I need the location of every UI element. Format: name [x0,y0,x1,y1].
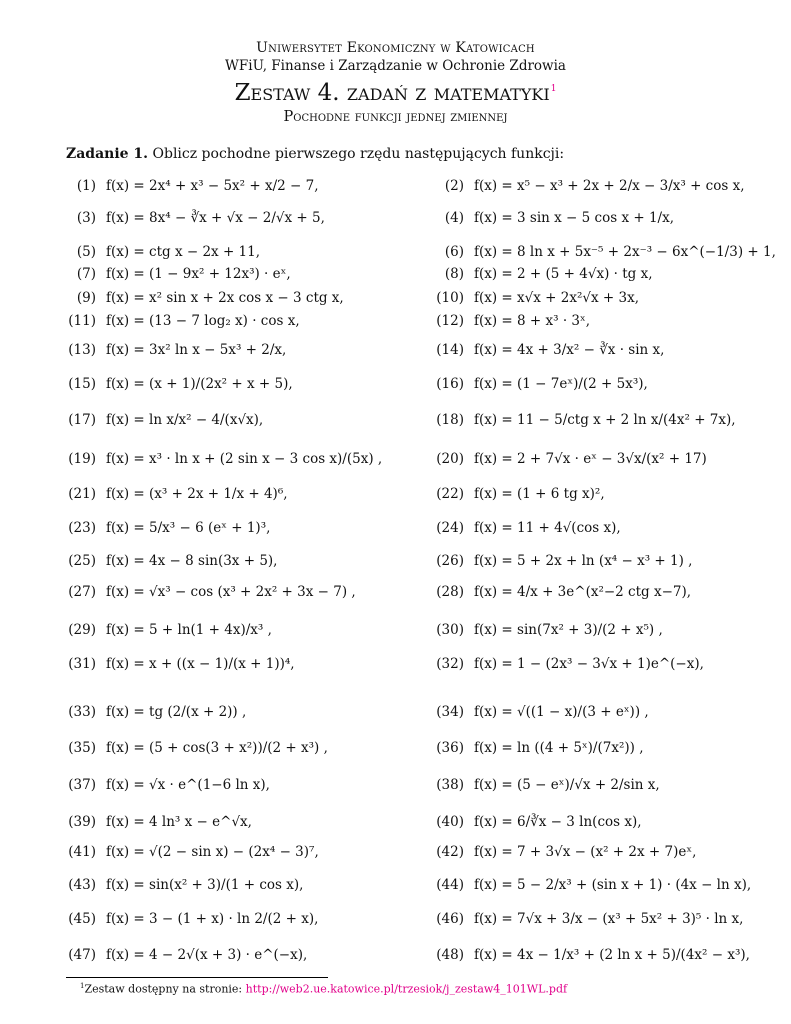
problem-item [58,244,260,260]
problem-item [58,622,272,638]
problem-number: (23) [68,520,96,536]
problem-formula: f(x) = sin(x² + 3)/(1 + cos x), [106,877,304,893]
problem-item [58,777,270,793]
problem-formula: f(x) = (5 + cos(3 + x²))/(2 + x³) , [106,740,328,756]
problem-item [58,451,382,467]
problem-item [58,178,319,194]
problem-item [426,178,745,194]
problem-number: (41) [68,844,96,860]
problem-number: (30) [436,622,464,638]
problem-formula: f(x) = x√x + 2x²√x + 3x, [474,290,639,306]
problem-item [58,844,319,860]
problem-formula: f(x) = 8x⁴ − ∛x + √x − 2/√x + 5, [106,210,325,226]
problem-number: (11) [68,313,96,329]
problem-item [58,342,286,358]
problem-item [426,412,736,428]
problem-item [426,656,704,672]
problem-item [426,266,652,282]
problem-item [426,911,743,927]
problem-number: (40) [436,814,464,830]
problem-item [58,877,303,893]
problem-formula: f(x) = (x³ + 2x + 1/x + 4)⁶, [106,486,288,502]
footnote-text: Zestaw dostępny na stronie: [84,982,246,996]
problem-formula: f(x) = 2 + 7√x · eˣ − 3√x/(x² + 17) [474,451,707,467]
problem-item [58,584,356,600]
problem-item [426,520,621,536]
problem-item [426,313,590,329]
problem-formula: f(x) = 3x² ln x − 5x³ + 2/x, [106,342,287,358]
problem-number: (21) [68,486,96,502]
problem-number: (47) [68,947,96,963]
problem-formula: f(x) = 2x⁴ + x³ − 5x² + x/2 − 7, [106,178,319,194]
problem-item [426,844,696,860]
problem-number: (26) [436,553,464,569]
problem-number: (31) [68,656,96,672]
problem-item [58,266,291,282]
problem-number: (48) [436,947,464,963]
problem-number: (12) [436,313,464,329]
problem-formula: f(x) = 2 + (5 + 4√x) · tg x, [474,266,653,282]
problem-number: (2) [444,178,464,194]
problem-formula: f(x) = 3 − (1 + x) · ln 2/(2 + x), [106,911,319,927]
problem-number: (15) [68,376,96,392]
problem-formula: f(x) = x + ((x − 1)/(x + 1))⁴, [106,656,295,672]
problem-number: (20) [436,451,464,467]
problem-formula: f(x) = tg (2/(x + 2)) , [106,704,247,720]
problem-number: (24) [436,520,464,536]
problem-item [426,553,692,569]
problem-formula: f(x) = 11 − 5/ctg x + 2 ln x/(4x² + 7x), [474,412,736,428]
problem-number: (18) [436,412,464,428]
problem-formula: f(x) = ln ((4 + 5ˣ)/(7x²)) , [474,740,644,756]
problem-number: (35) [68,740,96,756]
problem-formula: f(x) = 11 + 4√(cos x), [474,520,621,536]
problem-formula: f(x) = 5 − 2/x³ + (sin x + 1) · (4x − ln x), [474,877,752,893]
problem-number: (7) [76,266,96,282]
problem-number: (17) [68,412,96,428]
problem-item [426,342,664,358]
problem-formula: f(x) = 5 + 2x + ln (x⁴ − x³ + 1) , [474,553,693,569]
problem-number: (14) [436,342,464,358]
problem-number: (28) [436,584,464,600]
problem-formula: f(x) = (5 − eˣ)/√x + 2/sin x, [474,777,660,793]
problem-formula: f(x) = √((1 − x)/(3 + eˣ)) , [474,704,649,720]
problem-item [426,777,660,793]
problem-item [426,486,605,502]
problem-formula: f(x) = (1 + 6 tg x)², [474,486,605,502]
problem-formula: f(x) = x² sin x + 2x cos x − 3 ctg x, [106,290,344,306]
footnote-mark: 1 [550,84,557,95]
footnote [80,982,567,996]
problem-number: (5) [76,244,96,260]
problem-item [58,313,300,329]
problem-item [58,290,344,306]
problem-item [426,814,642,830]
problem-number: (39) [68,814,96,830]
problem-item [58,553,277,569]
problem-item [58,376,293,392]
footnote-link[interactable]: http://web2.ue.katowice.pl/trzesiok/j_zestaw4_101WL.pdf [245,982,568,996]
problem-formula: f(x) = ctg x − 2x + 11, [106,244,261,260]
problem-formula: f(x) = 4x − 1/x³ + (2 ln x + 5)/(4x² − x³), [474,947,750,963]
problem-item [58,412,263,428]
problem-item [58,704,246,720]
problem-number: (25) [68,553,96,569]
problem-formula: f(x) = √x · e^(1−6 ln x), [106,777,270,793]
problem-item [426,622,663,638]
problem-item [426,740,643,756]
footnote-rule [66,977,328,978]
problem-number: (13) [68,342,96,358]
university-name: Uniwersytet Ekonomiczny w Katowicach [256,40,535,56]
problem-formula: f(x) = 4/x + 3e^(x²−2 ctg x−7), [474,584,692,600]
problem-formula: f(x) = (13 − 7 log₂ x) · cos x, [106,313,300,329]
problem-item [58,814,252,830]
problem-item [58,486,288,502]
problem-formula: f(x) = (x + 1)/(2x² + x + 5), [106,376,293,392]
problem-formula: f(x) = 8 ln x + 5x⁻⁵ + 2x⁻³ − 6x^(−1/3) + 1, [474,244,776,260]
problem-formula: f(x) = 5/x³ − 6 (eˣ + 1)³, [106,520,271,536]
problem-number: (3) [76,210,96,226]
problem-number: (1) [76,178,96,194]
problem-number: (29) [68,622,96,638]
problem-number: (33) [68,704,96,720]
department-name: WFiU, Finanse i Zarządzanie w Ochronie Zdrowia [225,58,566,74]
problem-item [426,210,674,226]
problem-item [426,947,750,963]
footnote-number: 1 [80,982,85,990]
problem-formula: f(x) = 4 ln³ x − e^√x, [106,814,252,830]
problem-number: (44) [436,877,464,893]
problem-item [426,584,691,600]
problem-formula: f(x) = 4 − 2√(x + 3) · e^(−x), [106,947,308,963]
problem-number: (22) [436,486,464,502]
problem-formula: f(x) = 1 − (2x³ − 3√x + 1)e^(−x), [474,656,704,672]
problem-item [58,947,307,963]
problem-item [426,244,776,260]
problem-number: (46) [436,911,464,927]
problem-formula: f(x) = 4x − 8 sin(3x + 5), [106,553,278,569]
problem-formula: f(x) = (1 − 9x² + 12x³) · eˣ, [106,266,291,282]
problem-number: (32) [436,656,464,672]
problem-number: (9) [76,290,96,306]
problem-number: (34) [436,704,464,720]
problem-item [58,656,295,672]
document-subtitle: Pochodne funkcji jednej zmiennej [283,109,508,125]
task-label: Zadanie 1. [66,146,149,162]
document-title [0,80,791,106]
problem-item [426,877,751,893]
problem-formula: f(x) = sin(7x² + 3)/(2 + x⁵) , [474,622,663,638]
problem-number: (8) [444,266,464,282]
problem-item [58,740,328,756]
problem-number: (45) [68,911,96,927]
problem-formula: f(x) = 8 + x³ · 3ˣ, [474,313,591,329]
problem-number: (36) [436,740,464,756]
problem-formula: f(x) = 7√x + 3/x − (x³ + 5x² + 3)⁵ · ln x, [474,911,744,927]
problem-item [58,911,318,927]
problem-number: (43) [68,877,96,893]
problem-number: (19) [68,451,96,467]
problem-formula: f(x) = 3 sin x − 5 cos x + 1/x, [474,210,674,226]
problem-formula: f(x) = x⁵ − x³ + 2x + 2/x − 3/x³ + cos x, [474,178,745,194]
problem-number: (42) [436,844,464,860]
problem-formula: f(x) = 5 + ln(1 + 4x)/x³ , [106,622,272,638]
task-intro [66,146,564,162]
problem-item [426,451,707,467]
problem-formula: f(x) = x³ · ln x + (2 sin x − 3 cos x)/(5x) , [106,451,383,467]
problem-number: (27) [68,584,96,600]
problem-number: (38) [436,777,464,793]
problem-number: (6) [444,244,464,260]
problem-formula: f(x) = 4x + 3/x² − ∛x · sin x, [474,342,665,358]
document-title-text: Zestaw 4. zadań z matematyki [234,80,550,106]
problem-number: (4) [444,210,464,226]
problem-formula: f(x) = ln x/x² − 4/(x√x), [106,412,264,428]
problem-item [426,704,649,720]
task-text: Oblicz pochodne pierwszego rzędu następujących funkcji: [152,146,565,162]
problem-formula: f(x) = √x³ − cos (x³ + 2x² + 3x − 7) , [106,584,356,600]
problem-number: (16) [436,376,464,392]
problem-item [426,376,648,392]
problem-number: (10) [436,290,464,306]
problem-formula: f(x) = √(2 − sin x) − (2x⁴ − 3)⁷, [106,844,319,860]
problem-item [58,520,270,536]
problem-formula: f(x) = (1 − 7eˣ)/(2 + 5x³), [474,376,648,392]
problem-formula: f(x) = 7 + 3√x − (x² + 2x + 7)eˣ, [474,844,697,860]
problem-formula: f(x) = 6/∛x − 3 ln(cos x), [474,814,642,830]
problem-item [58,210,325,226]
problem-number: (37) [68,777,96,793]
problem-item [426,290,639,306]
